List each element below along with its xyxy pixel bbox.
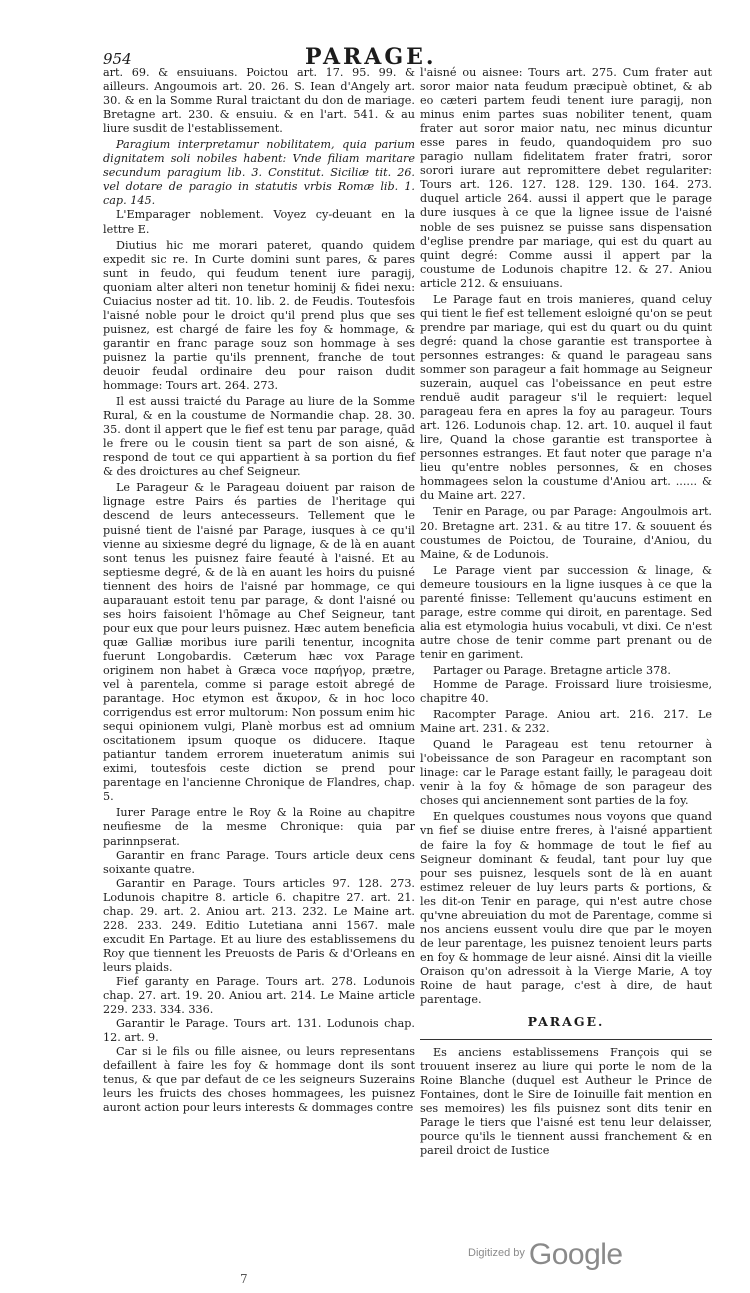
paragraph: l'aisné ou aisnee: Tours art. 275. Cum frater aut soror maior nata feudum præcipuè obtinet, & ab eo cæteri partem feudi tenent iure paragij, non minus enim partes suas nobiliter tenent, quam frater aut soror maior natu, nec minus dicuntur esse pares in feudo, quandoquidem pro suo paragio nullam fidelitatem frater fratri, soror sorori iurare aut repromittere debet regulariter: Tours art. 126. 127. 128. 129. 130. 164. 273. duquel article 264. aussi il appert que le parage dure iusques à ce que la lignee issue de l'aisné noble de ses puisnez se puisse sans dispensation d'eglise prendre par mariage, qui est du quart au quint degré: Comme aussi il appert par la coustume de Lodunois chapitre 12. & 27. Aniou article 212. & ensuiuans. [420,66,712,290]
paragraph: Car si le fils ou fille aisnee, ou leurs representans defaillent à faire les foy & hommage dont ils sont tenus, & que par defaut de ce les seigneurs Suzerains leurs les fruicts des choses hommagees, les puisnez auront action pour leurs interests & dommages contre [103,1045,415,1115]
right-column [420,66,712,1159]
paragraph: art. 69. & ensuiuans. Poictou art. 17. 95. 99. & ailleurs. Angoumois art. 20. 26. S. Iean d'Angely art. 30. & en la Somme Rural traictant du don de mariage. Bretagne art. 230. & ensuiu. & en l'art. 541. & au liure susdit de l'establissement. [103,66,415,136]
paragraph: Diutius hic me morari pateret, quando quidem expedit sic re. In Curte domini sunt pares, & pares sunt in feudo, qui feudum tenent iure paragij, quoniam alter alteri non tenetur hominij & fidei nexu: Cuiacius noster ad tit. 10. lib. 2. de Feudis. Toutesfois l'aisné noble pour le droict qu'il prend plus que ses puisnez, est chargé de faire les foy & hommage, & garantir en franc parage souz son hommage à ses puisnez la partie qu'ils prennent, franche de tout deuoir feudal ordinaire deu pour raison dudit hommage: Tours art. 264. 273. [103,238,415,393]
digitized-by-label: Digitized by [468,1247,525,1259]
running-title: PARAGE. [305,44,437,70]
paragraph: L'Emparager noblement. Voyez cy-deuant en la lettre E. [103,208,415,236]
paragraph: Fief garanty en Parage. Tours art. 278. Lodunois chap. 27. art. 19. 20. Aniou art. 214. Le Maine article 229. 233. 334. 336. [103,975,415,1017]
page-number: 954 [103,50,132,68]
paragraph: Racompter Parage. Aniou art. 216. 217. Le Maine art. 231. & 232. [420,708,712,736]
paragraph: Iurer Parage entre le Roy & la Roine au chapitre neufiesme de la mesme Chronique: quia par parinnpserat. [103,806,415,848]
paragraph: Quand le Parageau est tenu retourner à l'obeissance de son Parageur en racomptant son linage: car le Parage estant failly, le parageau doit venir à la foy & hōmage de son parageur des choses qui anciennement sont parties de la foy. [420,738,712,808]
section-heading: PARAGE. [527,1014,605,1030]
paragraph: Garantir le Parage. Tours art. 131. Lodunois chap. 12. art. 9. [103,1017,415,1045]
paragraph: Paragium interpretamur nobilitatem, quia parium dignitatem soli nobiles habent: Vnde filiam maritare secundum paragium lib. 3. Constitut. Siciliæ tit. 26. vel dotare de paragio in statutis vrbis Romæ lib. 1. cap. 145. [103,138,415,208]
digitized-by-watermark [468,1238,623,1272]
paragraph: Es anciens establissemens François qui se trouuent inserez au liure qui porte le nom de la Roine Blanche (duquel est Autheur le Prince de Fontaines, dont le Sire de Ioinuille fait mention en ses memoires) les fils puisnez sont dits tenir en Parage le tiers que l'aisné est tenu leur delaisser, pource qu'ils le tiennent aussi franchement & en pareil droict de Iustice [420,1046,712,1158]
paragraph: Le Parage vient par succession & linage, & demeure tousiours en la ligne iusques à ce que la parenté finisse: Tellement qu'aucuns estiment en parage, estre comme qui diroit, en parentage. Sed alia est etymologia huius vocabuli, vt dixi. Ce n'est autre chose de tenir comme part prenant ou de tenir en gariment. [420,563,712,661]
paragraph: En quelques coustumes nous voyons que quand vn fief se diuise entre freres, à l'aisné appartient de faire la foy & hommage de tout le fief au Seigneur dominant & feudal, tant pour luy que pour ses puisnez, lesquels sont de là en auant estimez releuer de luy leurs parts & portions, & les dit-on Tenir en parage, qui n'est autre chose qu'vne abreuiation du mot de Parentage, comme si nos anciens eussent voulu dire que par le moyen de leur parentage, les puisnez tenoient leurs parts en foy & hommage de leur aisné. Ainsi dit la vieille Oraison qu'on adressoit à la Vierge Marie, A toy Roine de haut parage, c'est à dire, de haut parentage. [420,810,712,1007]
paragraph: Le Parage faut en trois manieres, quand celuy qui tient le fief est tellement esloigné qu'on se peut prendre par mariage, qui est du quart ou du quint degré: quand la chose garantie est transportee à personnes estranges: & quand le parageau sans sommer son parageur a fait hommage au Seigneur suzerain, auquel cas l'obeissance en peut estre renduë audit parageur s'il le requiert: lequel parageau fera en apres la foy au parageur. Tours art. 126. Lodunois chap. 12. art. 10. auquel il faut lire, Quand la chose garantie est transportee à personnes estranges. Et faut noter que parage n'a lieu qu'entre nobles personnes, & en choses hommagees selon la coustume d'Aniou art. ...... & du Maine art. 227. [420,292,712,503]
footer-mark: 7 [240,1272,248,1286]
google-logo: Google [528,1238,623,1271]
paragraph: Garantir en franc Parage. Tours article deux cens soixante quatre. [103,848,415,876]
left-column [103,66,415,1115]
paragraph: Partager ou Parage. Bretagne article 378. [433,663,671,677]
divider [420,1039,712,1040]
paragraph: Tenir en Parage, ou par Parage: Angoulmois art. 20. Bretagne art. 231. & au titre 17. & souuent és coustumes de Poictou, de Touraine, d'Aniou, du Maine, & de Lodunois. [420,505,712,561]
paragraph: Il est aussi traicté du Parage au liure de la Somme Rural, & en la coustume de Normandie chap. 28. 30. 35. dont il appert que le fief est tenu par parage, quād le frere ou le cousin tient sa part de son aisné, & respond de tout ce qui appartient à sa portion du fief & des droictures au chef Seigneur. [103,395,415,479]
paragraph: Homme de Parage. Froissard liure troisiesme, chapitre 40. [420,678,712,706]
paragraph: Le Parageur & le Parageau doiuent par raison de lignage estre Pairs és parties de l'heritage qui descend de leurs antecesseurs. Tellement que le puisné tient de l'aisné par Parage, iusques à ce qu'il vienne au sixiesme degré du lignage, & de là en auant sont tenus les puisnez faire feauté à l'aisné. Et au septiesme degré, & de là en auant les hoirs du puisné tiennent des hoirs de l'aisné par hommage, ce qui auparauant estoit tenu par parage, & dont l'aisné ou ses hoirs faisoient l'hōmage au Chef Seigneur, tant pour eux que pour leurs puisnez. Hæc autem beneficia quæ Galliæ moribus iure parili tenentur, incognita fuerunt Longobardis. Cæterum hæc vox Parage originem non habet à Græca voce παρήγορ, prætre, vel à parentela, comme si parage estoit abregé de parantage. Hoc etymon est ἄκυρον, & in hoc loco corrigendus est error multorum: Non possum enim hic sequi opinionem vulgi, Planè morbus est ad omnium oscitationem ipsum quoque os diducere. Itaque patiantur tandem errorem inueteratum animis sui eximi, toutesfois ceste diction se prend pour parentage en l'ancienne Chronique de Flandres, chap. 5. [103,481,415,804]
paragraph: Garantir en Parage. Tours articles 97. 128. 273. Lodunois chapitre 8. article 6. chapitre 27. art. 21. chap. 29. art. 2. Aniou art. 213. 232. Le Maine art. 228. 233. 249. Editio Lutetiana anni 1567. male excudit En Partage. Et au liure des establissemens du Roy que tiennent les Preuosts de Paris & d'Orleans en leurs plaids. [103,876,415,974]
